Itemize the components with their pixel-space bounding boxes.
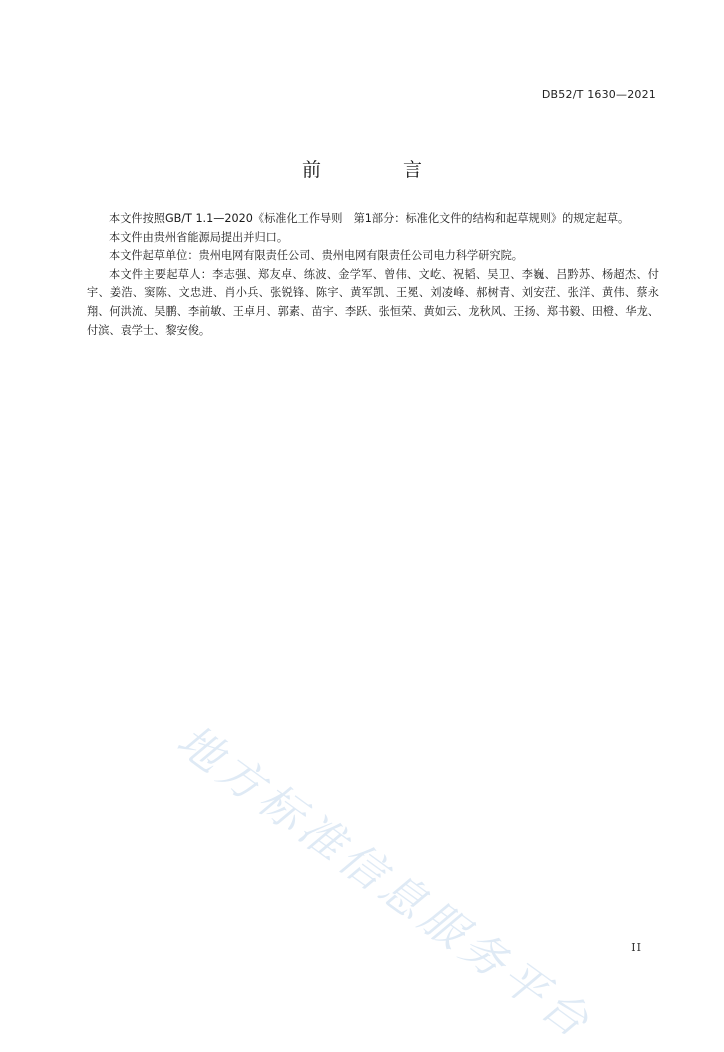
section-title: 前 言	[301, 159, 461, 181]
page-number: II	[631, 941, 642, 954]
paragraph-drafters: 本文件主要起草人：李志强、郑友卓、练波、金学军、曾伟、文屹、祝韬、吴卫、李巍、吕黔苏、杨超杰、付宇、姜浩、窦陈、文忠进、肖小兵、张锐锋、陈宇、黄军凯、王冕、刘凌峰、郝树青、刘安茳、张洋、黄伟、蔡永翔、何洪流、吴鹏、李前敏、王卓月、郭素、苗宇、李跃、张恒荣、黄如云、龙秋风、王扬、郑书毅、田橙、华龙、付滨、袁学士、黎安俊。	[87, 267, 659, 337]
paragraph-proposer: 本文件由贵州省能源局提出并归口。	[109, 230, 289, 244]
paragraph-drafting-units: 本文件起草单位：贵州电网有限责任公司、贵州电网有限责任公司电力科学研究院。	[109, 249, 523, 263]
foreword-body	[87, 210, 659, 340]
watermark: 地方标准信息服务平台	[167, 715, 602, 1051]
document-code: DB52/T 1630—2021	[541, 88, 656, 101]
paragraph-drafting-basis: 本文件按照GB/T 1.1—2020《标准化工作导则 第1部分：标准化文件的结构和起草规则》的规定起草。	[109, 212, 630, 225]
